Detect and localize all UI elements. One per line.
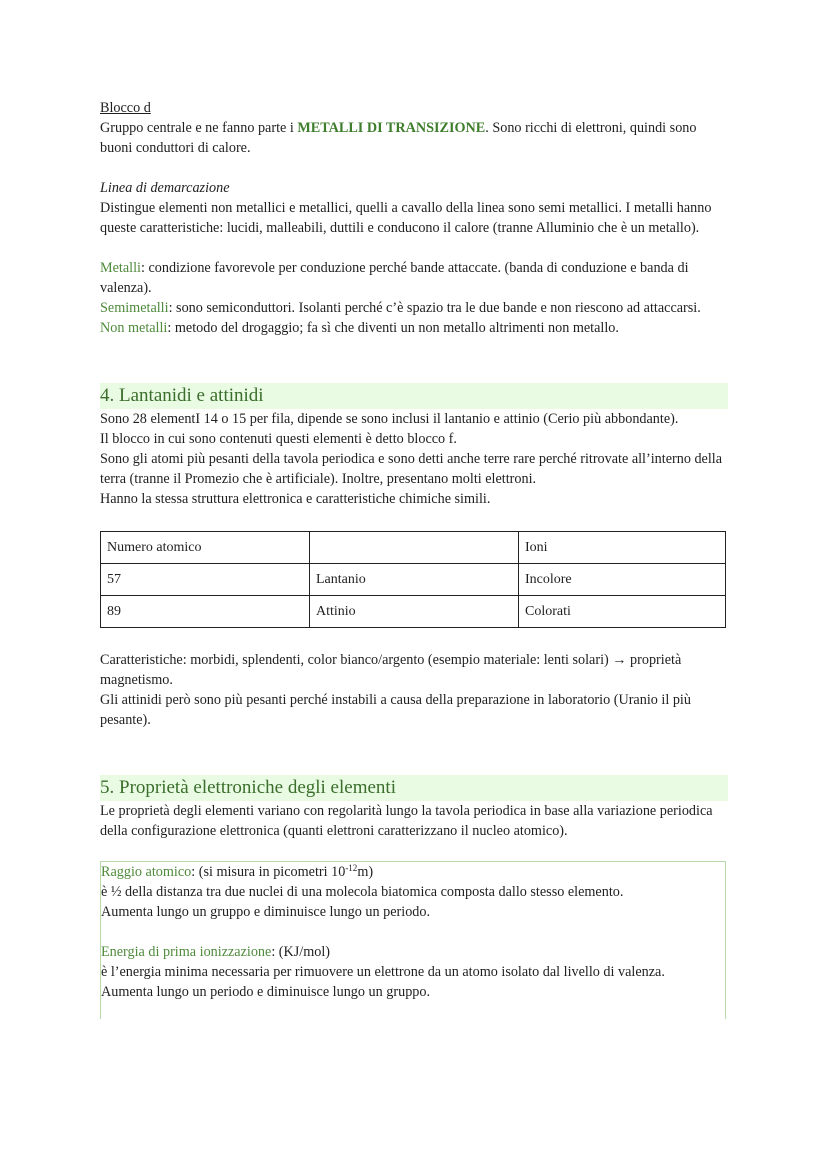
blocco-d-text-after: . Sono ricchi di elettroni, quindi sono buoni conduttori di calore.	[100, 120, 697, 156]
blocco-d-text-before: Gruppo centrale e ne fanno parte i	[100, 120, 298, 136]
table-header-row	[101, 532, 726, 564]
table-cell: 89	[101, 596, 310, 628]
metalli-transizione-highlight: METALLI DI TRANSIZIONE	[297, 120, 486, 136]
raggio-exponent: -12	[345, 863, 358, 873]
table-row	[101, 596, 726, 628]
raggio-line: è ½ della distanza tra due nuclei di una molecola biatomica composta dallo stesso elemento.	[101, 884, 624, 900]
category-text: : condizione favorevole per conduzione perché bande attaccate. (banda di conduzione e banda di valenza).	[100, 260, 689, 296]
category-non-metalli	[100, 318, 728, 338]
energia-unit: : (KJ/mol)	[271, 944, 331, 960]
category-text: : metodo del drogaggio; fa sì che diventi un non metallo altrimenti non metallo.	[167, 320, 619, 336]
energia-line: Aumenta lungo un periodo e diminuisce lungo un gruppo.	[101, 984, 431, 1000]
table-cell: Colorati	[519, 596, 726, 628]
table-header-cell	[310, 532, 519, 564]
linea-title: Linea di demarcazione	[100, 180, 230, 196]
section-5-intro: Le proprietà degli elementi variano con regolarità lungo la tavola periodica in base alla variazione periodica della configurazione elettronica (quanti elettroni caratterizzano il nucleo atomico).	[100, 803, 713, 839]
section-4-attinidi-note: Gli attinidi però sono più pesanti perché instabili a causa della preparazione in laboratorio (Uranio il più pesante).	[100, 692, 691, 728]
table-header-cell: Numero atomico	[101, 532, 310, 564]
section-4-paragraph: Sono gli atomi più pesanti della tavola periodica e sono detti anche terre rare perché ritrovate all’interno della terra (tranne il Promezio che è artificiale). Inoltre, presentano molti elettroni.	[100, 451, 723, 487]
table-cell: Incolore	[519, 564, 726, 596]
table-cell: Lantanio	[310, 564, 519, 596]
raggio-unit-after: m)	[357, 864, 374, 880]
blocco-d-title: Blocco d	[100, 100, 151, 116]
energia-term: Energia di prima ionizzazione	[101, 944, 272, 960]
lanthanides-table	[100, 531, 726, 628]
raggio-title-line	[101, 862, 725, 882]
energia-line: è l’energia minima necessaria per rimuovere un elettrone da un atomo isolato dal livello di valenza.	[101, 964, 665, 980]
category-term: Semimetalli	[100, 300, 169, 316]
section-4-characteristics: Caratteristiche: morbidi, splendenti, color bianco/argento (esempio materiale: lenti solari) → proprietà magnetismo.	[100, 652, 682, 688]
category-term: Metalli	[100, 260, 141, 276]
section-4-paragraph: Hanno la stessa struttura elettronica e caratteristiche chimiche simili.	[100, 491, 491, 507]
table-cell: Attinio	[310, 596, 519, 628]
table-row	[101, 564, 726, 596]
raggio-unit: : (si misura in picometri 10	[191, 864, 346, 880]
section-5-heading: 5. Proprietà elettroniche degli elementi	[100, 775, 728, 801]
section-4-heading: 4. Lantanidi e attinidi	[100, 383, 728, 409]
energia-title-line	[101, 942, 725, 962]
category-semimetalli	[100, 298, 728, 318]
category-text: : sono semiconduttori. Isolanti perché c’è spazio tra le due bande e non riescono ad attaccarsi.	[168, 300, 701, 316]
linea-text: Distingue elementi non metallici e metallici, quelli a cavallo della linea sono semi metallici. I metalli hanno queste caratteristiche: lucidi, malleabili, duttili e conducono il calore (tranne Alluminio che è un metallo).	[100, 200, 712, 236]
document-page	[100, 98, 728, 1019]
blocco-d-text	[100, 118, 728, 158]
section-4-paragraph: Sono 28 elementI 14 o 15 per fila, dipende se sono inclusi il lantanio e attinio (Cerio più abbondante).	[100, 411, 679, 427]
category-metalli	[100, 258, 728, 298]
properties-box	[100, 861, 726, 1019]
raggio-line: Aumenta lungo un gruppo e diminuisce lungo un periodo.	[101, 904, 431, 920]
category-term: Non metalli	[100, 320, 168, 336]
table-header-cell: Ioni	[519, 532, 726, 564]
raggio-term: Raggio atomico	[101, 864, 192, 880]
table-cell: 57	[101, 564, 310, 596]
section-4-paragraph: Il blocco in cui sono contenuti questi elementi è detto blocco f.	[100, 431, 457, 447]
